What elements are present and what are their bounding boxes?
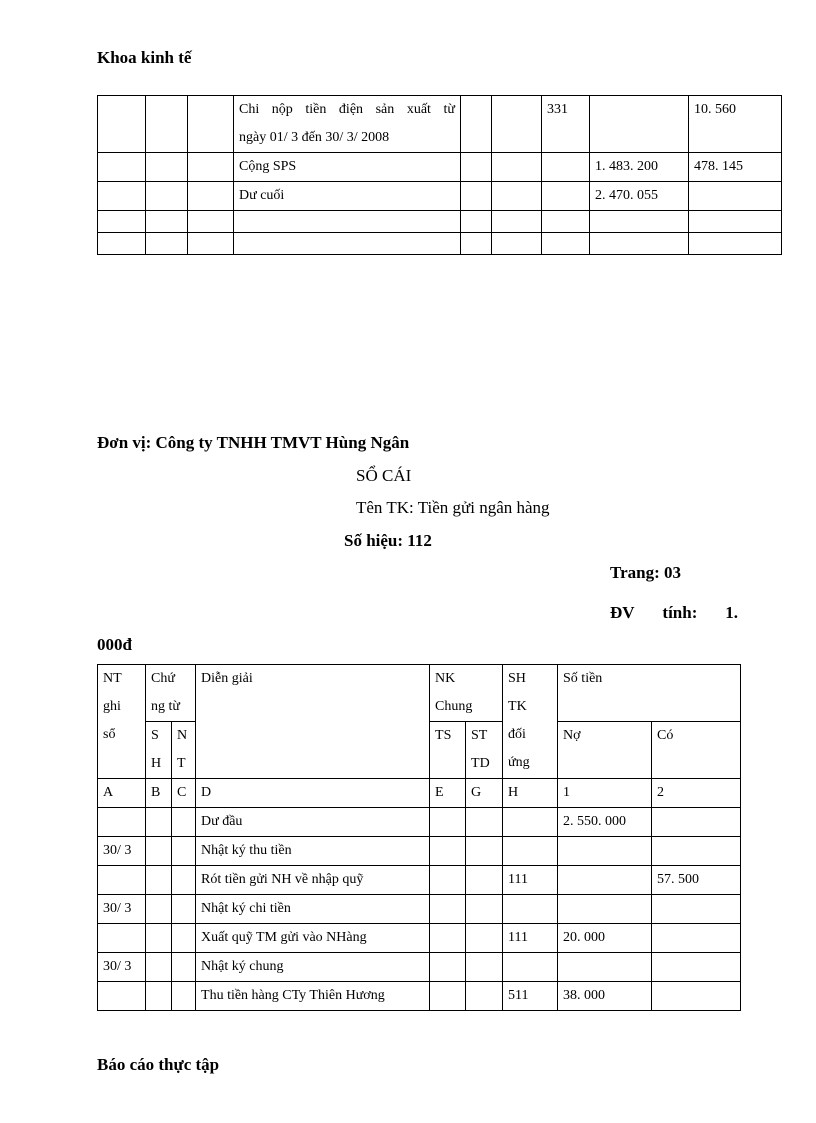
- row-account: [542, 153, 590, 182]
- row-credit: [652, 924, 741, 953]
- header-contra-account: SH TK đối ứng: [503, 665, 558, 779]
- table-row: [98, 182, 782, 211]
- row-account: [503, 953, 558, 982]
- header-description: Diễn giải: [196, 665, 430, 779]
- row-debit: 1. 483. 200: [590, 153, 689, 182]
- row-description: Nhật ký chung: [196, 953, 430, 982]
- header-voucher-date: N T: [172, 722, 196, 779]
- page-number: Trang: 03: [610, 563, 681, 582]
- header-amount: Số tiền: [558, 665, 741, 722]
- code-cell: 1: [558, 779, 652, 808]
- code-cell: G: [466, 779, 503, 808]
- table-row: [98, 837, 741, 866]
- code-row: [98, 779, 741, 808]
- ledger-continuation-table: [97, 95, 782, 255]
- unit-label-a: ĐV: [610, 603, 635, 622]
- unit-label-b: tính:: [662, 603, 698, 622]
- header-std: ST TD: [466, 722, 503, 779]
- row-description: Dư đầu: [196, 808, 430, 837]
- unit-label-wrap: 000đ: [97, 635, 132, 654]
- row-date: 30/ 3: [98, 837, 146, 866]
- table-row: [98, 924, 741, 953]
- row-debit: 38. 000: [558, 982, 652, 1011]
- table-row: [98, 953, 741, 982]
- row-credit: 57. 500: [652, 866, 741, 895]
- table-row: [98, 895, 741, 924]
- row-account: 111: [503, 866, 558, 895]
- code-cell: E: [430, 779, 466, 808]
- row-description: Nhật ký thu tiền: [196, 837, 430, 866]
- table-row: [98, 153, 782, 182]
- table-row: [98, 866, 741, 895]
- header-ts: TS: [430, 722, 466, 779]
- general-ledger-table: [97, 664, 741, 1011]
- row-debit: [558, 953, 652, 982]
- row-date: [98, 982, 146, 1011]
- row-debit: [558, 866, 652, 895]
- row-date: [98, 866, 146, 895]
- row-credit: [652, 953, 741, 982]
- row-description: Cộng SPS: [234, 153, 461, 182]
- row-description: Xuất quỹ TM gửi vào NHàng: [196, 924, 430, 953]
- row-description: Chi nộp tiền điện sản xuất từ ngày 01/ 3 đến 30/ 3/ 2008: [234, 96, 461, 153]
- code-cell: D: [196, 779, 430, 808]
- row-debit: [590, 96, 689, 153]
- row-credit: [652, 837, 741, 866]
- row-debit: [558, 837, 652, 866]
- row-account: [542, 182, 590, 211]
- row-credit: [652, 895, 741, 924]
- row-date: [98, 924, 146, 953]
- row-account: [503, 895, 558, 924]
- header-voucher: Chứ ng từ: [146, 665, 196, 722]
- header-credit: Có: [652, 722, 741, 779]
- row-credit: [652, 808, 741, 837]
- code-cell: B: [146, 779, 172, 808]
- table-row: [98, 211, 782, 233]
- row-date: 30/ 3: [98, 953, 146, 982]
- unit-name: Đơn vị: Công ty TNHH TMVT Hùng Ngân: [97, 433, 410, 452]
- row-debit: 2. 550. 000: [558, 808, 652, 837]
- table-row: [98, 96, 782, 153]
- row-description: Thu tiền hàng CTy Thiên Hương: [196, 982, 430, 1011]
- unit-label-c: 1.: [725, 603, 738, 622]
- header-journal: NK Chung: [430, 665, 503, 722]
- row-description: Rót tiền gửi NH về nhập quỹ: [196, 866, 430, 895]
- row-description: Nhật ký chi tiền: [196, 895, 430, 924]
- row-debit: 2. 470. 055: [590, 182, 689, 211]
- account-code: Số hiệu: 112: [344, 531, 432, 550]
- row-credit: 478. 145: [689, 153, 782, 182]
- code-cell: C: [172, 779, 196, 808]
- header-voucher-number: S H: [146, 722, 172, 779]
- table-row: [98, 808, 741, 837]
- code-cell: A: [98, 779, 146, 808]
- row-account: [503, 808, 558, 837]
- page-footer: Báo cáo thực tập: [97, 1055, 220, 1074]
- code-cell: H: [503, 779, 558, 808]
- row-credit: [652, 982, 741, 1011]
- row-account: 331: [542, 96, 590, 153]
- header-debit: Nợ: [558, 722, 652, 779]
- header-date: NT ghi sổ: [98, 665, 146, 779]
- row-account: 111: [503, 924, 558, 953]
- row-account: [503, 837, 558, 866]
- code-cell: 2: [652, 779, 741, 808]
- row-description: Dư cuối: [234, 182, 461, 211]
- ledger-title: SỔ CÁI: [356, 466, 412, 485]
- row-date: [98, 808, 146, 837]
- row-debit: 20. 000: [558, 924, 652, 953]
- row-credit: 10. 560: [689, 96, 782, 153]
- account-name: Tên TK: Tiền gửi ngân hàng: [356, 498, 550, 517]
- table-row: [98, 982, 741, 1011]
- row-debit: [558, 895, 652, 924]
- row-date: 30/ 3: [98, 895, 146, 924]
- currency-unit: [610, 603, 738, 623]
- row-account: 511: [503, 982, 558, 1011]
- table-row: [98, 233, 782, 255]
- row-credit: [689, 182, 782, 211]
- page-header: Khoa kinh tế: [97, 48, 192, 67]
